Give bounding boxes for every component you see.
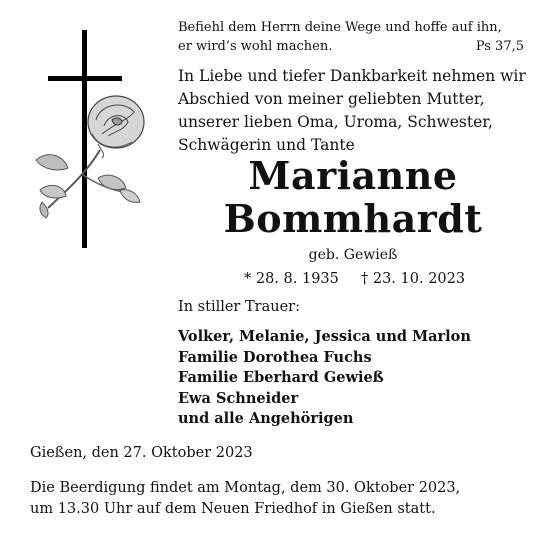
verse-line-2: er wird’s wohl machen.: [178, 39, 333, 54]
deceased-last-name: Bommhardt: [223, 196, 483, 241]
intro-line: unserer lieben Oma, Uroma, Schwester,: [178, 113, 493, 131]
funeral-notice: [30, 478, 530, 519]
mourners-list: [178, 327, 471, 430]
bible-verse: [178, 18, 524, 56]
rose-icon: [28, 90, 148, 220]
mourner-entry: Familie Eberhard Gewieß: [178, 369, 384, 386]
place-date: Gießen, den 27. Oktober 2023: [30, 445, 253, 461]
birth-date: * 28. 8. 1935: [244, 271, 339, 287]
funeral-line: Die Beerdigung findet am Montag, dem 30. Oktober 2023,: [30, 480, 461, 496]
death-date: † 23. 10. 2023: [361, 271, 466, 287]
verse-reference: Ps 37,5: [475, 39, 524, 54]
intro-line: Schwägerin und Tante: [178, 136, 355, 154]
deceased-first-name: Marianne: [248, 153, 458, 198]
intro-line: In Liebe und tiefer Dankbarkeit nehmen wir: [178, 67, 526, 85]
mourner-entry: und alle Angehörigen: [178, 410, 354, 427]
funeral-line: um 13.30 Uhr auf dem Neuen Friedhof in Gießen statt.: [30, 500, 436, 517]
intro-text: [178, 65, 528, 157]
mourner-entry: Ewa Schneider: [178, 389, 299, 407]
maiden-name: geb. Gewieß: [308, 247, 398, 263]
intro-line: Abschied von meiner geliebten Mutter,: [178, 90, 485, 108]
verse-line-1: Befiehl dem Herrn deine Wege und hoffe auf ihn,: [178, 20, 502, 35]
mourner-entry: Familie Dorothea Fuchs: [178, 348, 372, 366]
mourner-entry: Volker, Melanie, Jessica und Marlon: [178, 328, 471, 345]
mourners-label: In stiller Trauer:: [178, 299, 300, 315]
